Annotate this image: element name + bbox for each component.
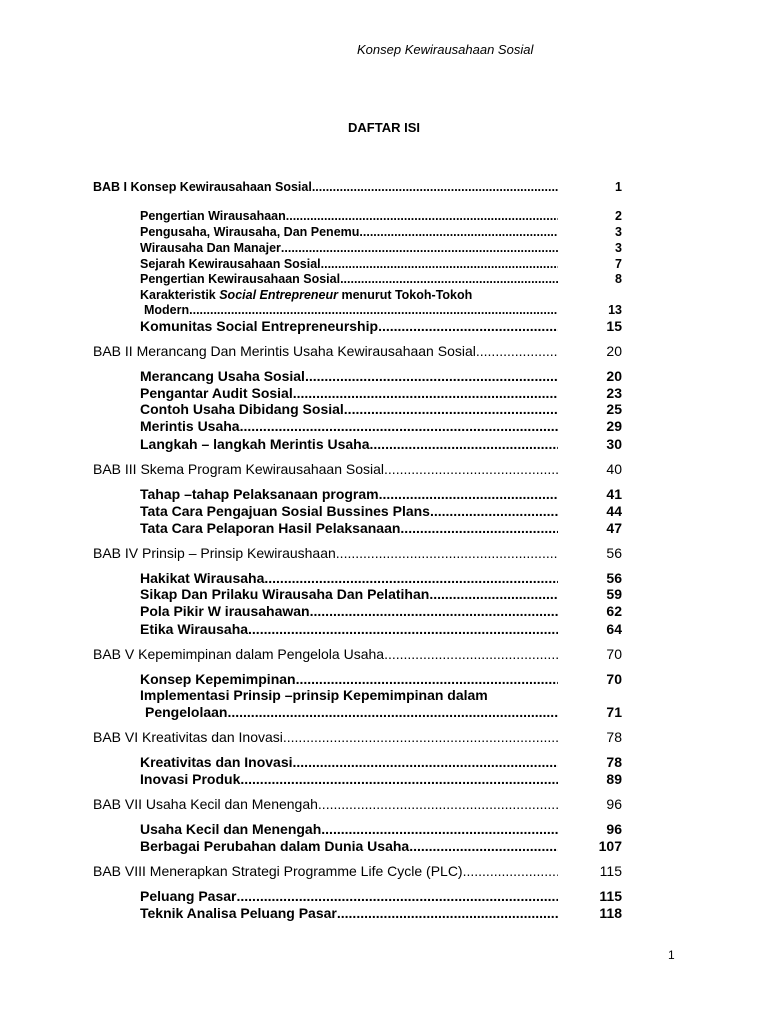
dot-leader [384,461,558,477]
toc-text: Pengusaha, Wirausaha, Dan Penemu [140,225,360,239]
toc-section-entry [140,888,558,906]
toc-text: BAB II Merancang Dan Merintis Usaha Kewirausahaan Sosial [93,343,476,359]
toc-text: Sikap Dan Prilaku Wirausaha Dan Pelatihan [140,586,430,602]
dot-leader [296,671,558,687]
toc-section-entry [140,821,558,839]
toc-chapter-entry [93,461,558,479]
toc-chapter-entry [93,863,558,881]
dot-leader [240,418,558,434]
toc-page-number: 56 [606,570,622,586]
toc-page-number: 23 [606,385,622,401]
dot-leader [248,621,558,637]
toc-text: BAB IV Prinsip – Prinsip Kewiraushaan [93,545,336,561]
page-number: 1 [668,948,675,962]
toc-section-entry [140,520,558,538]
dot-leader [321,821,558,837]
dot-leader [293,385,558,401]
dot-leader [429,586,558,602]
toc-entry-label [140,318,378,334]
toc-text: BAB VI Kreativitas dan Inovasi [93,729,283,745]
dot-leader [237,888,559,904]
toc-page-number: 78 [606,754,622,770]
toc-entry-label [140,570,264,586]
toc-page-number: 96 [606,796,622,812]
toc-entry-label [140,368,305,384]
toc-entry-label [140,520,400,536]
dot-leader [283,729,558,745]
toc-text: Pengertian Kewirausahaan Sosial [140,272,341,286]
dot-leader [378,318,558,334]
toc-page-number: 70 [606,671,622,687]
toc-text: Tata Cara Pengajuan Sosial Bussines Plans [140,503,430,519]
toc-section-entry [140,586,558,604]
dot-leader [430,503,558,519]
toc-entry-label [140,603,310,619]
toc-text: BAB III Skema Program Kewirausahaan Sosial [93,461,385,477]
toc-page-number: 13 [608,303,622,317]
toc-page-number: 89 [606,771,622,787]
toc-chapter-entry [93,545,558,563]
toc-entry-label [93,863,463,879]
toc-text: Merintis Usaha [140,418,240,434]
toc-text: Komunitas Social Entrepreneurship [140,318,379,334]
toc-text: menurut Tokoh-Tokoh [338,288,473,302]
toc-page-number: 70 [606,646,622,662]
dot-leader [337,905,558,921]
toc-entry-label [93,729,283,745]
toc-entry-label [140,771,240,787]
toc-entry-label [140,754,293,770]
toc-text: Karakteristik [140,288,220,302]
toc-chapter-entry [93,646,558,664]
dot-leader [240,771,558,787]
toc-text: Kreativitas dan Inovasi [140,754,293,770]
toc-page-number: 15 [606,318,622,334]
toc-section-entry [140,436,558,454]
toc-entry-label [93,545,336,561]
toc-entry-label [140,671,296,687]
toc-entry-label [140,621,248,637]
dot-leader [293,754,558,770]
toc-entry-label [140,905,337,921]
toc-section-entry [140,368,558,386]
toc-entry-label [140,687,488,703]
toc-page-number: 29 [606,418,622,434]
toc-text: BAB VIII Menerapkan Strategi Programme Life Cycle (PLC) [93,863,463,879]
toc-entry-label [140,209,286,223]
toc-entry-label [140,385,293,401]
toc-page-number: 40 [606,461,622,477]
toc-entry-label [144,303,189,317]
dot-leader [318,796,558,812]
toc-section-entry [140,418,558,436]
toc-entry-label [140,288,472,302]
toc-text: Usaha Kecil dan Menengah [140,821,322,837]
toc-text: Konsep Kepemimpinan [140,671,296,687]
toc-chapter-entry [93,729,558,747]
toc-section-entry-line1 [140,687,578,705]
toc-text: Merancang Usaha Sosial [140,368,305,384]
toc-entry-label [93,796,318,812]
toc-page-number: 115 [599,888,622,904]
toc-page-number: 78 [606,729,622,745]
toc-page-number: 59 [606,586,622,602]
dot-leader [227,704,558,720]
dot-leader [310,603,558,619]
toc-text: Peluang Pasar [140,888,237,904]
toc-italic-text: Social Entrepreneur [219,288,339,302]
toc-page-number: 25 [606,401,622,417]
toc-text: Hakikat Wirausaha [140,570,265,586]
toc-heading: DAFTAR ISI [348,120,420,135]
toc-chapter-entry [93,796,558,814]
dot-leader [370,436,558,452]
toc-entry-label [140,257,321,271]
toc-text: Langkah – langkah Merintis Usaha [140,436,370,452]
toc-page-number: 3 [615,225,622,239]
toc-page-number: 96 [606,821,622,837]
toc-section-entry [140,838,558,856]
dot-leader [340,272,558,286]
dot-leader [476,343,558,359]
toc-entry-label [140,888,237,904]
toc-entry-label [140,225,359,239]
toc-text: Tahap –tahap Pelaksanaan program [140,486,379,502]
toc-page-number: 62 [606,603,622,619]
toc-section-entry [140,905,558,923]
toc-text: Contoh Usaha Dibidang Sosial [140,401,344,417]
toc-page-number: 47 [606,520,622,536]
toc-text: Tata Cara Pelaporan Hasil Pelaksanaan [140,520,401,536]
toc-entry-label [93,646,384,662]
toc-section-entry [140,603,558,621]
toc-section-entry [140,401,558,419]
toc-entry-label [93,180,312,194]
dot-leader [312,180,558,194]
toc-entry-label [140,486,379,502]
toc-text: Teknik Analisa Peluang Pasar [140,905,337,921]
toc-text: Pengelolaan [145,704,228,720]
toc-entry-label [140,821,321,837]
toc-text: Pengantar Audit Sosial [140,385,293,401]
toc-text: BAB I Konsep Kewirausahaan Sosial [93,180,312,194]
toc-entry-label [93,461,384,477]
toc-entry-label [140,436,370,452]
toc-entry-label [93,343,476,359]
dot-leader [305,368,558,384]
toc-entry-label [140,241,281,255]
dot-leader [336,545,558,561]
toc-text: Berbagai Perubahan dalam Dunia Usaha [140,838,410,854]
toc-text: Pengertian Wirausahaan [140,209,286,223]
toc-entry-label [140,401,344,417]
dot-leader [409,838,558,854]
toc-page-number: 41 [606,486,622,502]
toc-section-entry [140,771,558,789]
toc-section-entry [140,503,558,521]
toc-text: BAB V Kepemimpinan dalam Pengelola Usaha [93,646,385,662]
toc-page-number: 2 [615,209,622,223]
toc-entry-label [140,586,429,602]
toc-section-entry [140,318,558,336]
toc-page-number: 56 [606,545,622,561]
toc-section-entry-line2 [145,704,558,722]
toc-text: Pola Pikir W irausahawan [140,603,310,619]
dot-leader [344,401,558,417]
toc-text: BAB VII Usaha Kecil dan Menengah [93,796,318,812]
toc-page-number: 115 [599,863,622,879]
toc-page-number: 20 [606,343,622,359]
toc-chapter-entry [93,343,558,361]
dot-leader [286,209,558,223]
dot-leader [400,520,558,536]
toc-section-entry [140,621,558,639]
toc-text: Modern [144,303,190,317]
toc-text: Inovasi Produk [140,771,241,787]
toc-text: Implementasi Prinsip –prinsip Kepemimpinan dalam [140,687,488,703]
toc-page-number: 20 [606,368,622,384]
dot-leader [463,863,558,879]
toc-section-entry [140,486,558,504]
running-header-title: Konsep Kewirausahaan Sosial [357,42,534,57]
toc-page-number: 107 [598,838,622,854]
toc-text: Etika Wirausaha [140,621,249,637]
dot-leader [321,257,558,271]
toc-chapter-entry [93,180,558,198]
toc-page-number: 64 [606,621,622,637]
toc-entry-label [140,418,240,434]
toc-text: Wirausaha Dan Manajer [140,241,281,255]
dot-leader [379,486,558,502]
dot-leader [189,303,558,317]
toc-page-number: 44 [606,503,622,519]
dot-leader [384,646,558,662]
dot-leader [359,225,558,239]
toc-entry-label [140,272,340,286]
toc-entry-label [140,838,409,854]
toc-entry-label [140,503,430,519]
toc-page-number: 71 [606,704,622,720]
toc-page-number: 7 [615,257,622,271]
toc-page-number: 8 [615,272,622,286]
dot-leader [264,570,558,586]
toc-text: Sejarah Kewirausahaan Sosial [140,257,321,271]
toc-entry-label [145,704,227,720]
toc-section-entry [140,754,558,772]
toc-page-number: 3 [615,241,622,255]
dot-leader [281,241,558,255]
toc-page-number: 30 [606,436,622,452]
toc-page-number: 118 [599,905,622,921]
toc-page-number: 1 [615,180,622,194]
